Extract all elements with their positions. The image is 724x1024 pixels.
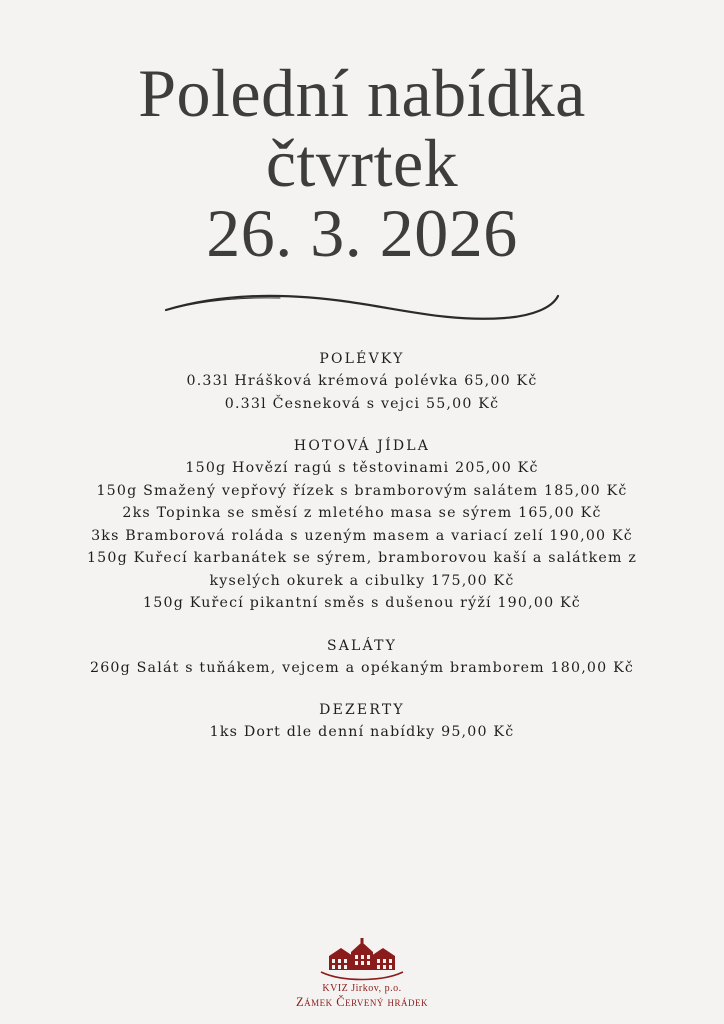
title-line-1: Polední nabídka <box>138 55 586 131</box>
menu-item: kyselých okurek a cibulky 175,00 Kč <box>209 572 515 589</box>
section-heading: DEZERTY <box>319 702 405 718</box>
section-main-dishes <box>0 435 724 615</box>
section-desserts <box>0 699 724 744</box>
decorative-swash <box>160 288 560 328</box>
menu-item: 150g Kuřecí karbanátek se sýrem, bramborovou kaší a salátkem z <box>86 550 638 566</box>
menu-item: 3ks Bramborová roláda s uzeným masem a variací zelí 190,00 Kč <box>91 527 633 544</box>
menu-item: 150g Hovězí ragú s těstovinami 205,00 Kč <box>185 460 539 476</box>
title-line-2: čtvrtek <box>265 125 459 201</box>
section-salads <box>0 635 724 680</box>
logo-organization: KVIZ Jirkov, p.o. <box>322 983 402 994</box>
menu-item: 2ks Topinka se směsí z mletého masa se sýrem 165,00 Kč <box>122 505 602 521</box>
section-heading: POLÉVKY <box>319 351 405 367</box>
menu-item: 0.33l Hrášková krémová polévka 65,00 Kč <box>186 373 538 389</box>
menu-item: 0.33l Česneková s vejci 55,00 Kč <box>224 395 500 412</box>
chateau-logo <box>262 938 462 1009</box>
section-heading: HOTOVÁ JÍDLA <box>293 438 431 454</box>
section-heading: SALÁTY <box>326 637 398 654</box>
title-line-3: 26. 3. 2026 <box>206 195 518 271</box>
logo-name: Zámek Červený hrádek <box>296 995 428 1009</box>
chateau-icon <box>317 938 407 982</box>
menu-item: 150g Kuřecí pikantní směs s dušenou rýží 190,00 Kč <box>143 595 581 611</box>
menu <box>0 348 724 764</box>
section-soups <box>0 348 724 415</box>
page-title <box>0 55 724 271</box>
menu-item: 150g Smažený vepřový řízek s bramborovým salátem 185,00 Kč <box>96 482 628 499</box>
menu-item: 1ks Dort dle denní nabídky 95,00 Kč <box>209 724 515 740</box>
menu-item: 260g Salát s tuňákem, vejcem a opékaným bramborem 180,00 Kč <box>89 659 635 676</box>
